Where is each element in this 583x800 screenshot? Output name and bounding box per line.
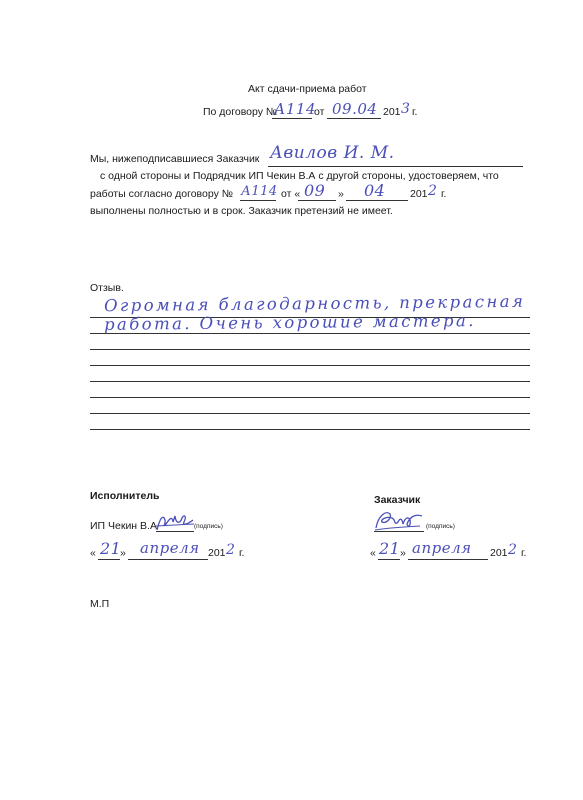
executor-quote-open: « (90, 547, 96, 559)
executor-quote-close: » (120, 547, 126, 559)
document-title: Акт сдачи-приема работ (248, 83, 367, 95)
stamp-label: М.П (90, 598, 110, 610)
contract-number-handwritten: А114 (274, 100, 316, 118)
contract-year-prefix: 201 (383, 106, 401, 118)
customer-heading: Заказчик (374, 494, 421, 506)
executor-heading: Исполнитель (90, 490, 160, 502)
body-year-suffix: г. (441, 188, 447, 200)
executor-day-handwritten: 21 (100, 539, 122, 558)
body-month-handwritten: 04 (364, 181, 386, 200)
customer-signature-icon (372, 506, 426, 534)
body-day-handwritten: 09 (304, 181, 326, 200)
review-label: Отзыв. (90, 282, 124, 294)
contract-year-suffix: г. (412, 106, 418, 118)
executor-month-handwritten: апреля (140, 539, 200, 557)
executor-year-digit: 2 (226, 542, 236, 558)
body-contract-number-handwritten: А114 (241, 184, 278, 199)
body-line-2: с одной стороны и Подрядчик ИП Чекин В.А с другой стороны, удостоверяем, что (100, 170, 499, 182)
body-year-digit: 2 (428, 183, 438, 199)
executor-name: ИП Чекин В.А (90, 520, 157, 532)
body-quote-close: » (338, 188, 344, 200)
executor-signature-icon (154, 510, 196, 534)
body-line-4: выполнены полностью и в срок. Заказчик претензий не имеет. (90, 205, 393, 217)
contract-prefix: По договору № (203, 106, 278, 118)
executor-year-suffix: г. (239, 547, 245, 559)
customer-quote-open: « (370, 547, 376, 559)
customer-month-handwritten: апреля (412, 539, 472, 557)
customer-signature-label: (подпись) (426, 523, 455, 530)
body-line-3-prefix: работы согласно договору № (90, 188, 234, 200)
customer-year-prefix: 201 (490, 547, 508, 559)
contract-date-handwritten: 09.04 (332, 100, 378, 118)
contract-year-digit: 3 (401, 101, 411, 117)
customer-name-handwritten: Авилов И. М. (270, 143, 395, 163)
executor-year-prefix: 201 (208, 547, 226, 559)
body-line-1: Мы, нижеподписавшиеся Заказчик (90, 153, 260, 165)
customer-year-digit: 2 (508, 542, 518, 558)
review-text-line-2: работа. Очень хорошие мастера. (103, 311, 476, 334)
customer-quote-close: » (400, 547, 406, 559)
executor-signature-label: (подпись) (194, 523, 223, 530)
customer-day-handwritten: 21 (379, 539, 401, 558)
contract-from: от (314, 106, 325, 118)
review-text-line-1: Огромная благодарность, прекрасная (103, 291, 526, 316)
customer-year-suffix: г. (521, 547, 527, 559)
body-line-3-from: от « (281, 188, 301, 200)
body-year-prefix: 201 (410, 188, 428, 200)
